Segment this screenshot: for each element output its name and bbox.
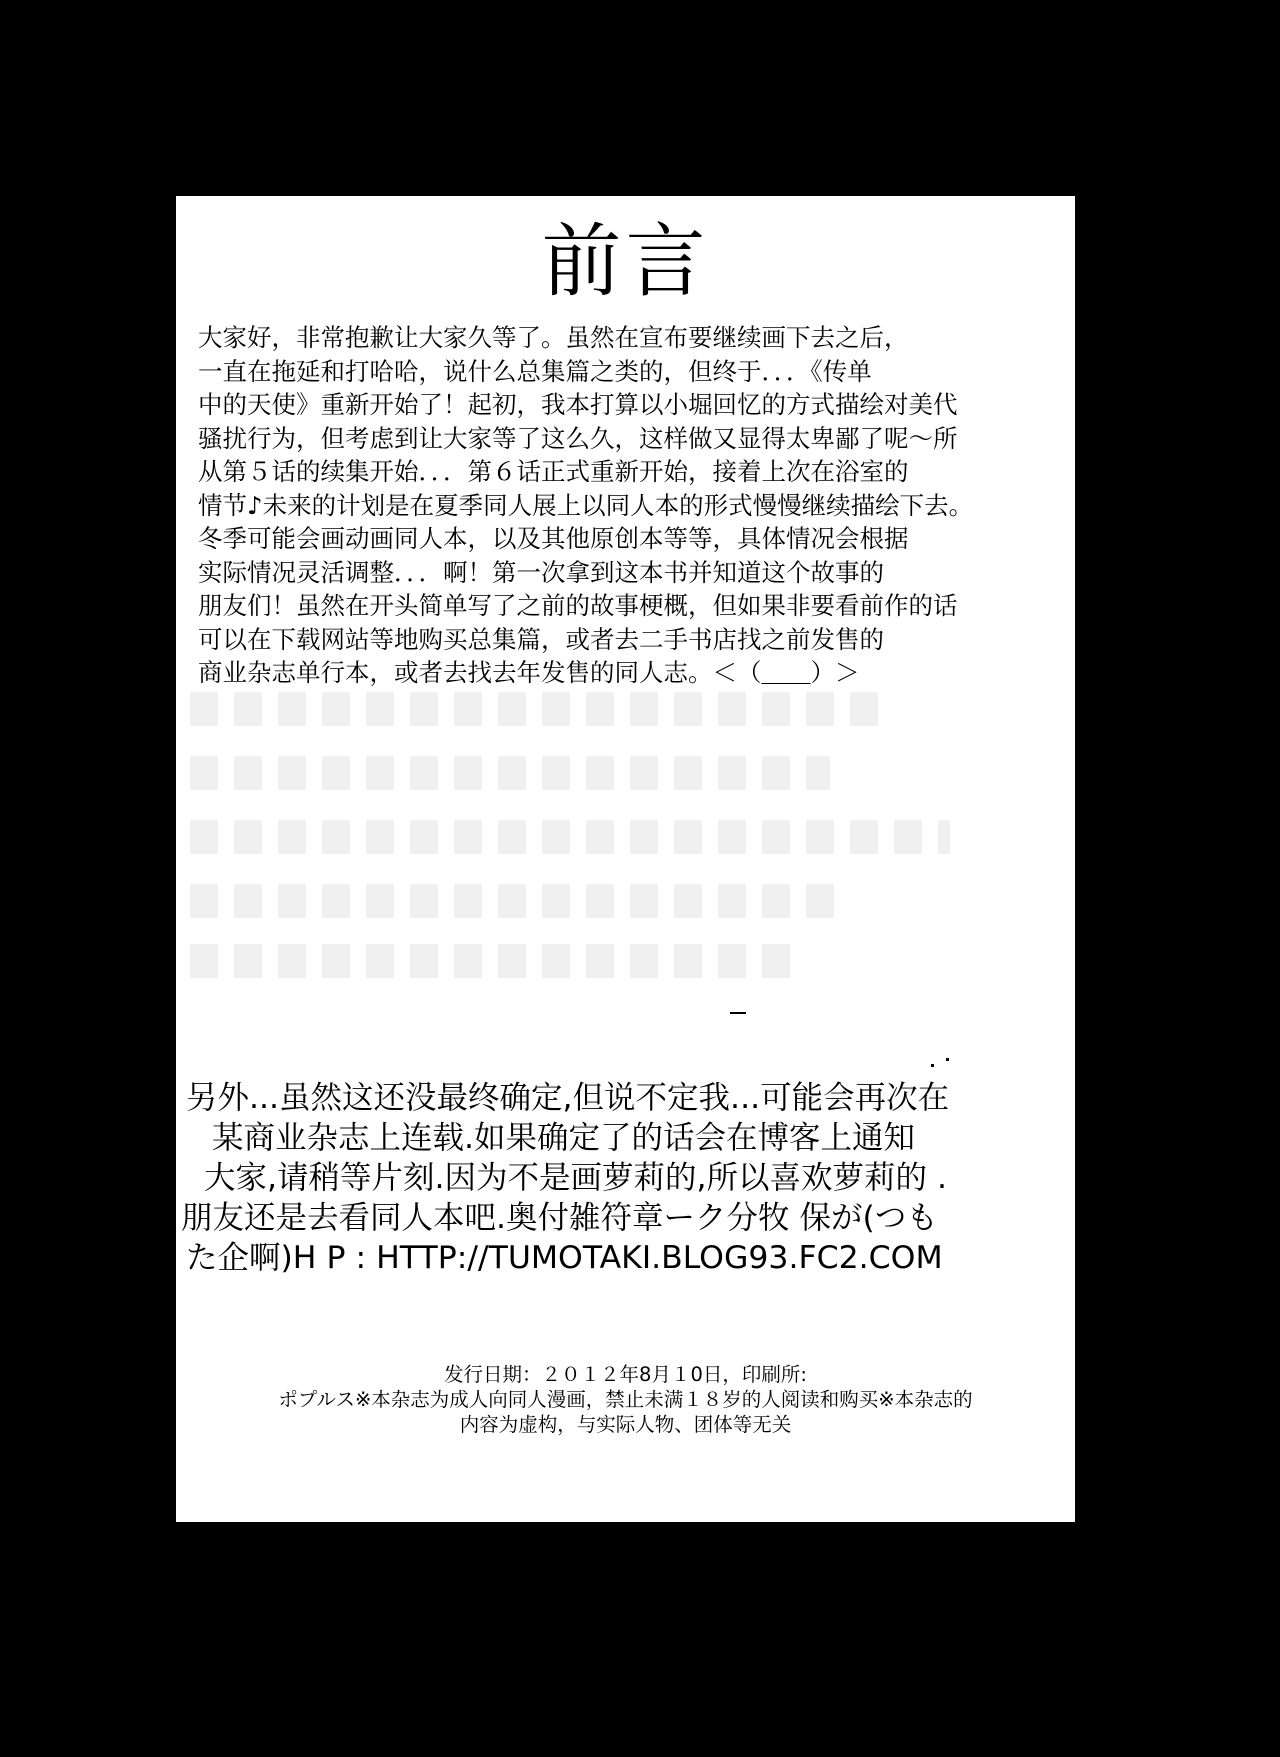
notice-line: 某商业杂志上连载.如果确定了的话会在博客上通知 bbox=[212, 1120, 916, 1156]
dot-mark bbox=[931, 1064, 934, 1067]
scanned-page bbox=[176, 196, 1075, 1522]
preface-line: 大家好，非常抱歉让大家久等了。虽然在宣布要继续画下去之后， bbox=[198, 323, 909, 352]
colophon-line: ポプルス※本杂志为成人向同人漫画，禁止未满１８岁的人阅读和购买※本杂志的 bbox=[278, 1388, 973, 1411]
faded-text-row bbox=[190, 884, 850, 918]
colophon bbox=[176, 1362, 1075, 1437]
dot-mark bbox=[946, 1058, 949, 1061]
notice-line: た企啊)H P : HTTP://TUMOTAKI.BLOG93.FC2.COM bbox=[186, 1240, 943, 1276]
notice-line: 另外...虽然这还没最终确定,但说不定我...可能会再次在 bbox=[186, 1080, 950, 1116]
preface-line: 一直在拖延和打哈哈，说什么总集篇之类的，但终于．．．《传单 bbox=[198, 356, 872, 386]
preface-line: 从第５话的续集开始．．．第６话正式重新开始，接着上次在浴室的 bbox=[198, 457, 909, 486]
faded-text-row bbox=[190, 756, 830, 790]
notice-line: 大家,请稍等片刻.因为不是画萝莉的,所以喜欢萝莉的 . bbox=[204, 1160, 948, 1196]
colophon-line: 内容为虚构，与实际人物、团体等无关 bbox=[459, 1413, 792, 1436]
notice-text bbox=[176, 1078, 1075, 1278]
colophon-line: 发行日期：２０１２年8月１0日，印刷所: bbox=[444, 1363, 807, 1386]
preface-line: 情节♪未来的计划是在夏季同人展上以同人本的形式慢慢继续描绘下去。 bbox=[198, 490, 974, 520]
preface-line: 可以在下载网站等地购买总集篇，或者去二手书店找之前发售的 bbox=[198, 624, 884, 654]
preface-text bbox=[198, 321, 1075, 690]
preface-line: 商业杂志单行本，或者去找去年发售的同人志。＜（＿＿）＞ bbox=[198, 658, 860, 687]
dash-mark bbox=[730, 1012, 746, 1014]
preface-line: 中的天使》重新开始了！起初，我本打算以小堀回忆的方式描绘对美代 bbox=[198, 390, 958, 419]
preface-line: 骚扰行为，但考虑到让大家等了这么久，这样做又显得太卑鄙了呢～所 bbox=[198, 423, 958, 453]
page-title: 前言 bbox=[541, 215, 710, 308]
faded-text-row bbox=[190, 820, 950, 854]
preface-line: 朋友们！虽然在开头简单写了之前的故事梗概，但如果非要看前作的话 bbox=[198, 591, 958, 620]
notice-line: 朋友还是去看同人本吧.奥付雑符章ーク分牧 保が(つも bbox=[181, 1200, 938, 1236]
preface-line: 冬季可能会画动画同人本，以及其他原创本等等，具体情况会根据 bbox=[198, 524, 909, 553]
faded-text-row bbox=[190, 944, 790, 978]
preface-line: 实际情况灵活调整．．．啊！第一次拿到这本书并知道这个故事的 bbox=[198, 557, 884, 587]
faded-text-row bbox=[190, 692, 890, 726]
